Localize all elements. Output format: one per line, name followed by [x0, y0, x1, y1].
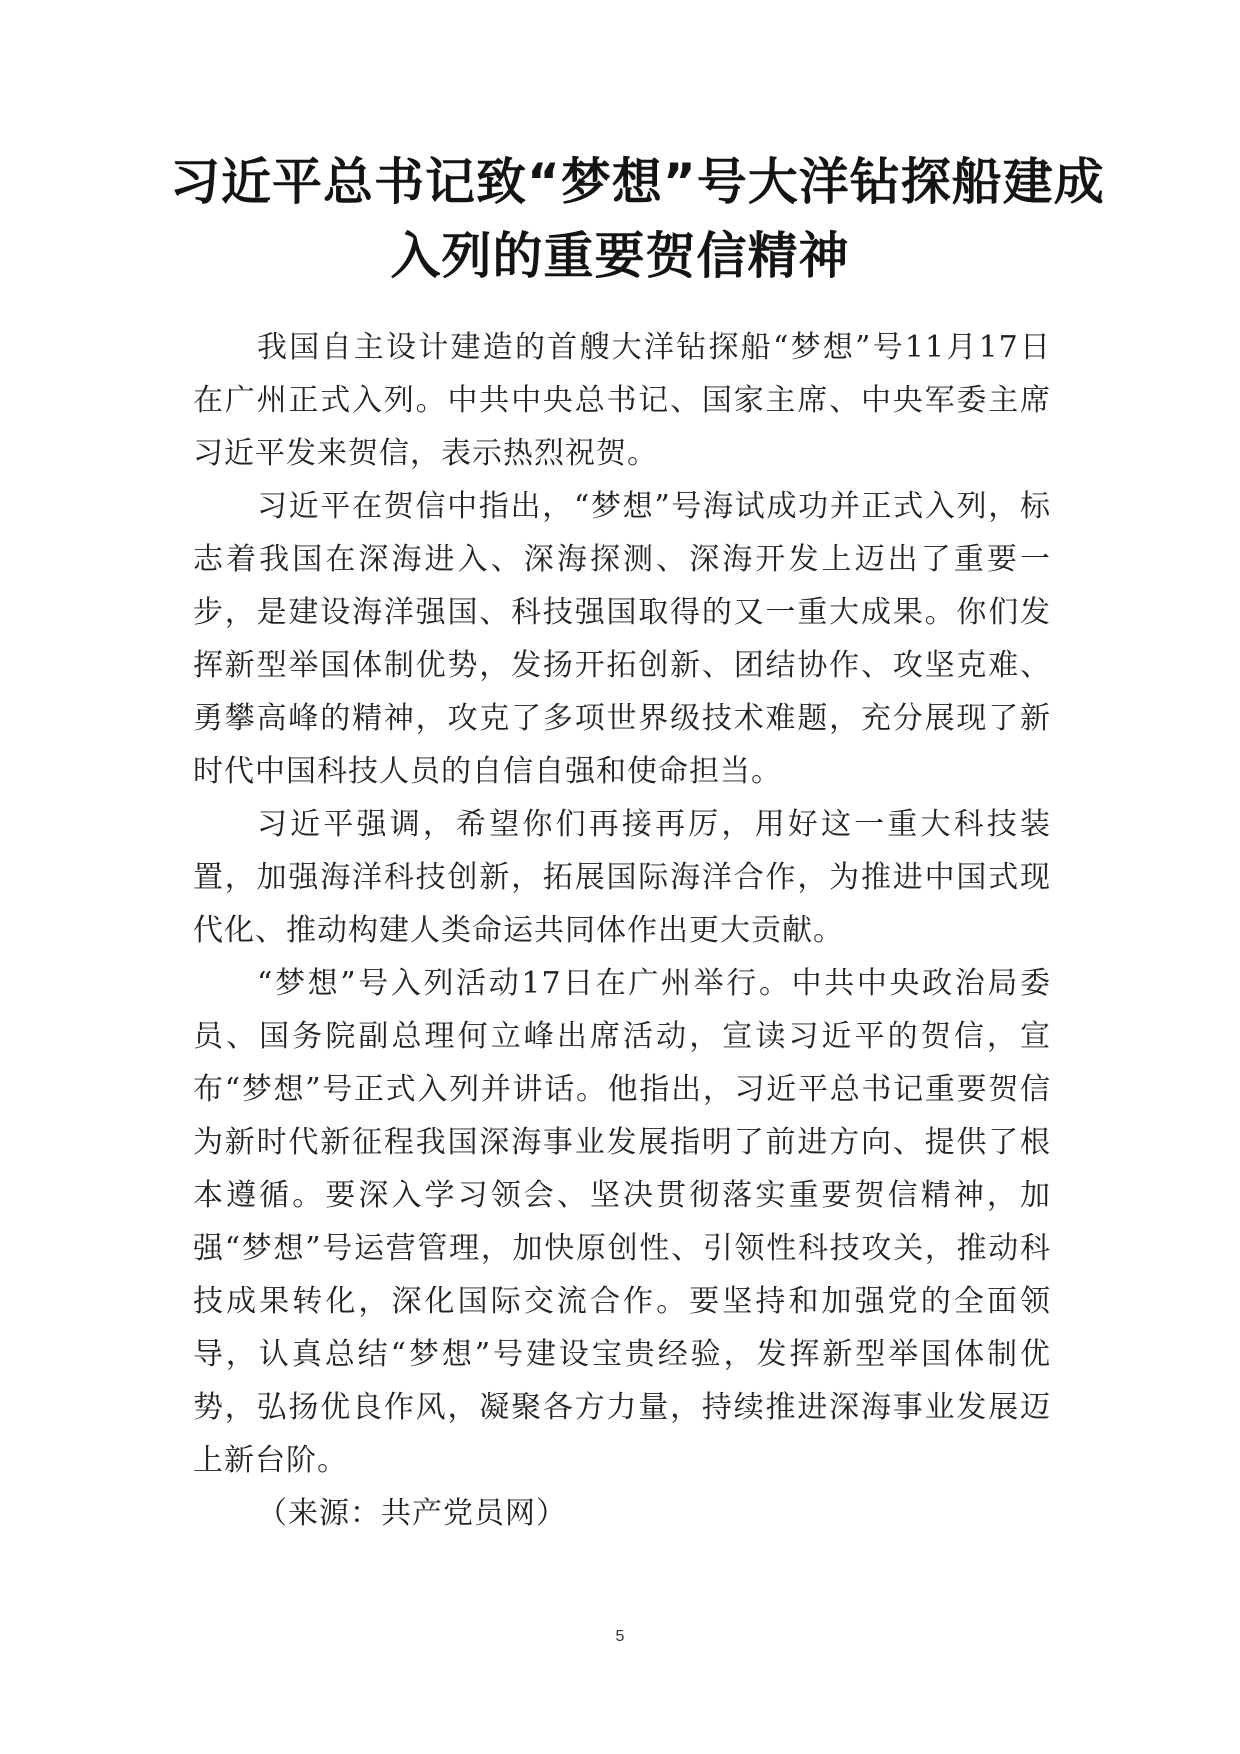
paragraph-1: 我国自主设计建造的首艘大洋钻探船“梦想”号11月17日在广州正式入列。中共中央总书记、国家主席、中央军委主席习近平发来贺信，表示热烈祝贺。: [193, 330, 1051, 471]
page-title: [170, 145, 1105, 293]
article-body: [193, 321, 1051, 1540]
paragraph-4: “梦想”号入列活动17日在广州举行。中共中央政治局委员、国务院副总理何立峰出席活动，宣读习近平的贺信，宣布“梦想”号正式入列并讲话。他指出，习近平总书记重要贺信为新时代新征程我国深海事业发展指明了前进方向、提供了根本遵循。要深入学习领会、坚决贯彻落实重要贺信精神，加强“梦想”号运营管理，加快原创性、引领性科技攻关，推动科技成果转化，深化国际交流合作。要坚持和加强党的全面领导，认真总结“梦想”号建设宝贵经验，发挥新型举国体制优势，弘扬优良作风，凝聚各方力量，持续推进深海事业发展迈上新台阶。: [193, 966, 1051, 1478]
title-line-1: 习近平总书记致“梦想”号大洋钻探船建成: [170, 153, 1105, 211]
source-note: （来源：共产党员网）: [257, 1496, 567, 1531]
title-line-2: 入列的重要贺信精神: [390, 227, 850, 285]
paragraph-2: 习近平在贺信中指出，“梦想”号海试成功并正式入列，标志着我国在深海进入、深海探测、深海开发上迈出了重要一步，是建设海洋强国、科技强国取得的又一重大成果。你们发挥新型举国体制优势，发扬开拓创新、团结协作、攻坚克难、勇攀高峰的精神，攻克了多项世界级技术难题，充分展现了新时代中国科技人员的自信自强和使命担当。: [193, 489, 1051, 789]
page-number: 5: [615, 1628, 625, 1645]
paragraph-3: 习近平强调，希望你们再接再厉，用好这一重大科技装置，加强海洋科技创新，拓展国际海洋合作，为推进中国式现代化、推动构建人类命运共同体作出更大贡献。: [193, 807, 1051, 948]
